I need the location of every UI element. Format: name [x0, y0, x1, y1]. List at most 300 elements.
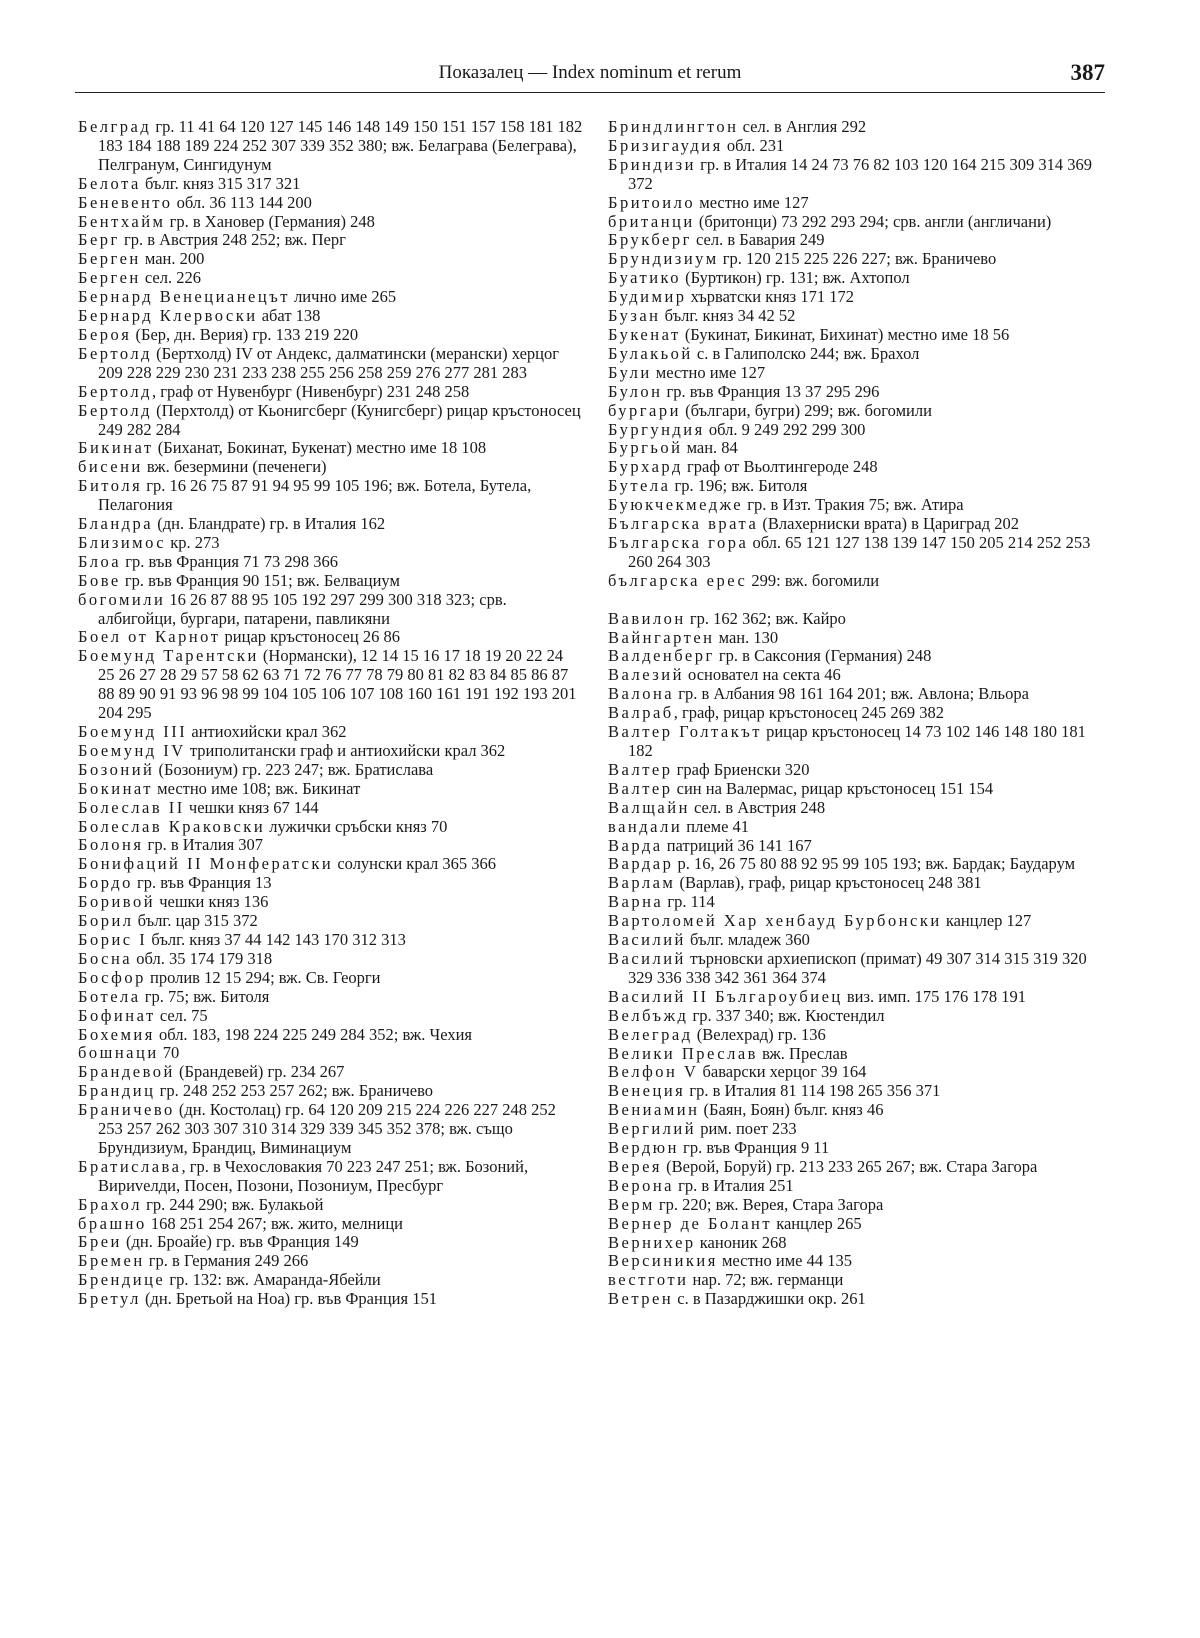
index-entry [78, 647, 583, 723]
entry-references: гр. във Франция 9 11 [678, 1138, 830, 1158]
entry-headword: Бернард Клервоски [78, 306, 258, 326]
index-entry [608, 723, 1103, 761]
entry-headword: Болеслав Краковски [78, 816, 266, 836]
index-entry [78, 836, 583, 855]
entry-references: кр. 273 [166, 532, 220, 552]
entry-references: , граф, рицар кръстоносец 245 269 382 [673, 703, 944, 723]
index-entry [608, 704, 1103, 723]
entry-headword: Бургьой [608, 438, 683, 458]
index-entry [608, 534, 1103, 572]
entry-references: бълг. княз 37 44 142 143 170 312 313 [147, 929, 406, 949]
index-entry [608, 1139, 1103, 1158]
entry-references: сел. в Англия 292 [738, 117, 867, 136]
index-entry [608, 1045, 1103, 1064]
index-entry [608, 647, 1103, 666]
entry-headword: Венеция [608, 1081, 686, 1101]
index-entry [78, 628, 583, 647]
entry-headword: Велеград [608, 1024, 693, 1044]
index-entry [78, 1082, 583, 1101]
entry-headword: Берген [78, 249, 141, 269]
index-entry [608, 666, 1103, 685]
entry-references: гр. в Италия 81 114 198 265 356 371 [685, 1081, 941, 1101]
index-entry [608, 629, 1103, 648]
entry-headword: Версиникия [608, 1251, 718, 1271]
entry-references: триполитански граф и антиохийски крал 362 [185, 740, 506, 760]
entry-references: (дн. Бретьой на Ноа) гр. във Франция 151 [140, 1289, 437, 1309]
entry-references: гр. 132: вж. Амаранда-Ябейли [165, 1270, 381, 1290]
index-entry [78, 1158, 583, 1196]
entry-references: каноник 268 [695, 1232, 787, 1252]
entry-references: чешки княз 67 144 [184, 797, 319, 817]
entry-headword: Букенат [608, 324, 681, 344]
entry-references: сел. 75 [155, 1005, 208, 1025]
entry-headword: Ботела [78, 986, 141, 1006]
index-entry [608, 912, 1103, 931]
index-column-right [608, 118, 1103, 1309]
index-entry [608, 950, 1103, 988]
index-entry [608, 269, 1103, 288]
index-entry [608, 156, 1103, 194]
entry-headword: Валона [608, 684, 675, 704]
index-entry [608, 307, 1103, 326]
entry-references: граф от Вьолтингероде 248 [682, 457, 878, 477]
entry-references: гр. в Италия 14 24 73 76 82 103 120 164 215 309 314 369 372 [628, 154, 1092, 193]
entry-references: гр. във Франция 71 73 298 366 [121, 551, 338, 571]
entry-headword: Боривой [78, 892, 156, 912]
entry-references: гр. 114 [663, 892, 715, 912]
index-entry [78, 988, 583, 1007]
entry-references: (Перхтолд) от Кьонигсберг (Кунигсберг) рицар кръстоносец 249 282 284 [98, 400, 581, 439]
entry-headword: Бурхард [608, 457, 683, 477]
index-entry [608, 1290, 1103, 1309]
index-entry [78, 855, 583, 874]
entry-headword: Бузан [608, 306, 661, 326]
entry-references: гр. 220; вж. Верея, Стара Загора [654, 1194, 884, 1214]
index-entry [608, 685, 1103, 704]
entry-headword: Валтер [608, 778, 673, 798]
index-entry [608, 364, 1103, 383]
index-entry [608, 1026, 1103, 1045]
index-entry [608, 1007, 1103, 1026]
entry-references: (Букинат, Бикинат, Бихинат) местно име 18 56 [680, 324, 1010, 344]
index-entry [608, 1120, 1103, 1139]
entry-headword: Валраб [608, 703, 674, 723]
index-entry [78, 534, 583, 553]
entry-headword: Бокинат [78, 778, 154, 798]
entry-headword: Брахол [78, 1194, 142, 1214]
entry-headword: Вардар [608, 854, 674, 874]
index-entry [78, 931, 583, 950]
index-entry [78, 383, 583, 402]
entry-references: гр. в Австрия 248 252; вж. Перг [119, 230, 346, 250]
entry-headword: Боел от Карнот [78, 627, 221, 647]
index-entry [608, 250, 1103, 269]
section-gap [608, 591, 1103, 610]
entry-references: , граф от Нувенбург (Нивенбург) 231 248 258 [152, 381, 470, 401]
entry-references: (Нормански), 12 14 15 16 17 18 19 20 22 24 25 26 27 28 29 57 58 62 63 71 72 76 77 78 79 80 81 82 83 84 85 86 87 88 89 90 91 93 96 98 99 104 105 106 107 108 160 161 191 192 193 201 204 295 [98, 646, 577, 723]
entry-references: обл. 231 [722, 135, 785, 155]
entry-headword: Валтер Голтакът [608, 722, 762, 742]
index-entry [78, 1252, 583, 1271]
entry-headword: бургари [608, 400, 681, 420]
index-entry [608, 818, 1103, 837]
index-entry [608, 137, 1103, 156]
entry-references: вж. Преслав [757, 1043, 848, 1063]
entry-headword: Велфон V [608, 1062, 699, 1082]
entry-references: , гр. в Чехословакия 70 223 247 251; вж. Бозоний, Вириvелди, Посен, Позони, Позониум, Пресбург [98, 1156, 529, 1195]
entry-references: местно име 127 [695, 192, 809, 212]
index-entry [608, 1158, 1103, 1177]
index-entry [78, 818, 583, 837]
entry-headword: Вернер де Болант [608, 1213, 773, 1233]
entry-references: гр. в Изт. Тракия 75; вж. Атира [743, 495, 964, 515]
index-entry [78, 572, 583, 591]
entry-references: (Бер, дн. Верия) гр. 133 219 220 [131, 324, 359, 344]
index-entry [608, 477, 1103, 496]
entry-references: 70 [158, 1043, 180, 1063]
entry-headword: Верона [608, 1175, 674, 1195]
entry-headword: Вартоломей Хар хенбауд Бурбонски [608, 911, 942, 931]
entry-references: граф Бриенски 320 [672, 759, 810, 779]
entry-headword: Василий [608, 948, 686, 968]
entry-references: чешки княз 136 [155, 892, 269, 912]
entry-headword: Болеслав II [78, 797, 185, 817]
index-entry [608, 515, 1103, 534]
page-number: 387 [1070, 60, 1105, 85]
entry-headword: Бриндизи [608, 154, 696, 174]
entry-headword: Белота [78, 173, 141, 193]
entry-references: гр. в Италия 307 [143, 835, 264, 855]
entry-headword: Борил [78, 911, 134, 931]
index-entry [78, 402, 583, 440]
entry-headword: Босна [78, 948, 133, 968]
entry-references: гр. във Франция 13 [132, 873, 272, 893]
index-entry [608, 439, 1103, 458]
entry-headword: Брандевой [78, 1062, 175, 1082]
entry-headword: Болоня [78, 835, 144, 855]
entry-headword: Велики Преслав [608, 1043, 758, 1063]
index-entry [608, 572, 1103, 591]
entry-headword: Брандиц [78, 1081, 156, 1101]
entry-headword: Верм [608, 1194, 655, 1214]
entry-references: виз. имп. 175 176 178 191 [842, 986, 1026, 1006]
entry-references: пролив 12 15 294; вж. Св. Георги [145, 967, 381, 987]
header-title: Показалец — Index nominum et rerum [438, 62, 742, 83]
entry-references: гр. 248 252 253 257 262; вж. Браничево [155, 1081, 434, 1101]
index-entry [608, 326, 1103, 345]
index-entry [78, 231, 583, 250]
entry-headword: Бремен [78, 1251, 145, 1271]
index-entry [78, 250, 583, 269]
index-entry [78, 742, 583, 761]
index-entry [608, 194, 1103, 213]
entry-headword: Булакьой [608, 343, 693, 363]
entry-references: 16 26 87 88 95 105 192 297 299 300 318 323; срв. албигойци, бургари, патарени, павликяни [98, 589, 507, 628]
index-entry [608, 231, 1103, 250]
entry-references: обл. 36 113 144 200 [172, 192, 312, 212]
index-entry [608, 1215, 1103, 1234]
entry-headword: Ветрен [608, 1289, 674, 1309]
entry-headword: Берг [78, 230, 120, 250]
entry-headword: Бритоило [608, 192, 696, 212]
index-entry [78, 345, 583, 383]
entry-headword: Вергилий [608, 1119, 697, 1139]
index-entry [78, 591, 583, 629]
entry-references: гр. 337 340; вж. Кюстендил [688, 1005, 885, 1025]
entry-headword: Валезий [608, 665, 684, 685]
entry-references: (българи, бугри) 299; вж. богомили [680, 400, 932, 420]
entry-headword: вестготи [608, 1270, 689, 1290]
entry-references: гр. в Германия 249 266 [144, 1251, 309, 1271]
index-entry [78, 118, 583, 175]
entry-headword: Вердюн [608, 1138, 679, 1158]
index-entry [78, 761, 583, 780]
index-entry [78, 969, 583, 988]
index-entry [78, 1271, 583, 1290]
index-entry [608, 1063, 1103, 1082]
entry-references: ман. 84 [682, 438, 738, 458]
entry-references: бълг. княз 315 317 321 [140, 173, 301, 193]
entry-headword: Брукберг [608, 230, 692, 250]
entry-headword: Боемунд Тарентски [78, 646, 259, 666]
entry-references: ман. 200 [140, 249, 205, 269]
entry-references: сел. 226 [140, 268, 201, 288]
index-entry [608, 988, 1103, 1007]
entry-headword: Бургундия [608, 419, 705, 439]
index-entry [78, 439, 583, 458]
entry-headword: Братислава [78, 1156, 182, 1176]
index-entry [608, 1271, 1103, 1290]
index-entry [608, 383, 1103, 402]
entry-references: (Брандевей) гр. 234 267 [174, 1062, 345, 1082]
index-entry [78, 1007, 583, 1026]
index-entry [78, 1101, 583, 1158]
index-entry [608, 1252, 1103, 1271]
entry-references: (Велехрад) гр. 136 [692, 1024, 826, 1044]
index-entry [78, 194, 583, 213]
entry-headword: Беневенто [78, 192, 173, 212]
entry-headword: бисени [78, 457, 143, 477]
entry-references: гр. във Франция 13 37 295 296 [662, 381, 880, 401]
index-entry [608, 458, 1103, 477]
entry-headword: Бикинат [78, 438, 154, 458]
index-entry [608, 1234, 1103, 1253]
index-entry [608, 893, 1103, 912]
entry-headword: вандали [608, 816, 683, 836]
entry-references: с. в Галиполско 244; вж. Брахол [692, 343, 920, 363]
entry-headword: Варда [608, 835, 663, 855]
entry-references: бълг. цар 315 372 [133, 911, 258, 931]
entry-references: (дн. Бландрате) гр. в Италия 162 [153, 514, 386, 534]
entry-references: р. 16, 26 75 80 88 92 95 99 105 193; вж. Бардак; Баударум [673, 854, 1076, 874]
entry-references: лужички сръбски княз 70 [265, 816, 448, 836]
index-entry [608, 1101, 1103, 1120]
entry-references: обл. 35 174 179 318 [132, 948, 273, 968]
entry-headword: Бордо [78, 873, 133, 893]
entry-headword: Брундизиум [608, 249, 719, 269]
index-entry [78, 269, 583, 288]
index-entry [78, 912, 583, 931]
entry-references: (Бертхолд) IV от Андекс, далматински (мерански) херцог 209 228 229 230 231 233 238 255 256 258 259 276 277 281 283 [98, 343, 560, 382]
entry-references: гр. 75; вж. Битоля [140, 986, 270, 1006]
index-entry [78, 1290, 583, 1309]
entry-references: обл. 9 249 292 299 300 [704, 419, 866, 439]
entry-references: гр. в Италия 251 [673, 1175, 794, 1195]
index-entry [608, 421, 1103, 440]
entry-references: (дн. Костолац) гр. 64 120 209 215 224 226 227 248 252 253 257 262 303 307 310 314 329 339 345 352 378; вж. също Брундизиум, Брандиц, Виминациум [98, 1100, 556, 1157]
entry-headword: Валщайн [608, 797, 690, 817]
index-entry [78, 780, 583, 799]
entry-headword: Будимир [608, 287, 687, 307]
entry-headword: Варлам [608, 873, 676, 893]
entry-headword: Босфор [78, 967, 146, 987]
entry-references: обл. 65 121 127 138 139 147 150 205 214 252 253 260 264 303 [628, 532, 1091, 571]
entry-references: (Биханат, Бокинат, Букенат) местно име 18 108 [153, 438, 487, 458]
entry-references: вж. безермини (печенеги) [142, 457, 327, 477]
entry-references: гр. 244 290; вж. Булакьой [141, 1194, 324, 1214]
index-entry [608, 837, 1103, 856]
entry-headword: Були [608, 362, 652, 382]
entry-references: лично име 265 [289, 287, 397, 307]
entry-references: основател на секта 46 [683, 665, 841, 685]
index-entry [78, 799, 583, 818]
entry-references: гр. 196; вж. Битоля [670, 476, 808, 496]
entry-references: рим. поет 233 [696, 1119, 797, 1139]
entry-references: племе 41 [682, 816, 750, 836]
index-entry [78, 1196, 583, 1215]
entry-references: с. в Пазарджишки окр. 261 [673, 1289, 866, 1309]
index-entry [78, 1215, 583, 1234]
entry-references: 168 251 254 267; вж. жито, мелници [146, 1213, 403, 1233]
entry-headword: Берген [78, 268, 141, 288]
entry-headword: Буюкчекмедже [608, 495, 744, 515]
index-entry [608, 761, 1103, 780]
entry-headword: Бохемия [78, 1024, 155, 1044]
entry-headword: Василий [608, 930, 686, 950]
entry-headword: Бризигаудия [608, 135, 723, 155]
entry-references: гр. 11 41 64 120 127 145 146 148 149 150 151 157 158 181 182 183 184 188 189 224 252 307 339 352 380; вж. Белаграва (Белеграва), Пелгранум, Сингидунум [98, 117, 583, 174]
entry-headword: Бозоний [78, 759, 155, 779]
entry-references: канцлер 265 [772, 1213, 862, 1233]
index-entry [608, 610, 1103, 629]
index-entry [608, 931, 1103, 950]
entry-references: (Верой, Боруй) гр. 213 233 265 267; вж. Стара Загора [662, 1156, 1038, 1176]
entry-headword: брашно [78, 1213, 147, 1233]
entry-references: гр. 16 26 75 87 91 94 95 99 105 196; вж. Ботела, Бутела, Пелагония [98, 476, 532, 515]
entry-headword: Брендице [78, 1270, 166, 1290]
index-entry [608, 780, 1103, 799]
entry-references: (Варлав), граф, рицар кръстоносец 248 381 [675, 873, 982, 893]
entry-references: ман. 130 [714, 627, 779, 647]
index-entry [78, 950, 583, 969]
entry-references: хърватски княз 171 172 [686, 287, 854, 307]
entry-references: местно име 44 135 [717, 1251, 852, 1271]
index-entry [608, 1082, 1103, 1101]
index-entry [608, 855, 1103, 874]
entry-references: 299: вж. богомили [747, 570, 880, 590]
entry-references: нар. 72; вж. германци [688, 1270, 844, 1290]
entry-headword: Бентхайм [78, 211, 166, 231]
entry-headword: Верея [608, 1156, 662, 1176]
entry-headword: Бертолд [78, 343, 152, 363]
entry-headword: Бернард Венецианецът [78, 287, 290, 307]
index-column-left [78, 118, 583, 1309]
index-entry [78, 175, 583, 194]
entry-headword: Бертолд [78, 400, 152, 420]
entry-references: син на Валермас, рицар кръстоносец 151 154 [672, 778, 994, 798]
entry-headword: Битоля [78, 476, 143, 496]
running-header [75, 62, 1105, 93]
entry-references: гр. 120 215 225 226 227; вж. Браничево [718, 249, 997, 269]
entry-headword: бошнаци [78, 1043, 159, 1063]
entry-headword: британци [608, 211, 695, 231]
index-entry [78, 553, 583, 572]
entry-references: бълг. княз 34 42 52 [660, 306, 796, 326]
entry-headword: Бонифаций II Монфератски [78, 854, 334, 874]
entry-references: (Бозониум) гр. 223 247; вж. Братислава [154, 759, 434, 779]
entry-headword: Вайнгартен [608, 627, 715, 647]
index-entry [608, 213, 1103, 232]
index-entry [78, 458, 583, 477]
entry-headword: Вернихер [608, 1232, 696, 1252]
entry-references: (дн. Броайе) гр. във Франция 149 [121, 1232, 359, 1252]
entry-headword: Браничево [78, 1100, 175, 1120]
entry-headword: Бретул [78, 1289, 141, 1309]
entry-headword: Боемунд III [78, 722, 188, 741]
entry-references: (Влахерниски врата) в Цариград 202 [758, 514, 1019, 534]
index-entry [78, 874, 583, 893]
index-entry [78, 288, 583, 307]
index-entry [608, 799, 1103, 818]
entry-headword: Борис I [78, 929, 148, 949]
entry-references: (Баян, Боян) бълг. княз 46 [699, 1100, 884, 1120]
entry-headword: Близимос [78, 532, 167, 552]
entry-headword: Булон [608, 381, 663, 401]
entry-references: рицар кръстоносец 14 73 102 146 148 180 181 182 [628, 722, 1086, 760]
index-entry [608, 496, 1103, 515]
index-entry [78, 326, 583, 345]
index-entry [608, 1196, 1103, 1215]
entry-headword: Бове [78, 570, 121, 590]
index-entry [78, 1063, 583, 1082]
entry-headword: Буатико [608, 268, 681, 288]
index-entry [78, 477, 583, 515]
index-entry [78, 515, 583, 534]
entry-references: гр. в Саксония (Германия) 248 [714, 646, 932, 666]
entry-headword: Блоа [78, 551, 122, 571]
entry-references: рицар кръстоносец 26 86 [220, 627, 400, 647]
index-entry [608, 345, 1103, 364]
entry-references: обл. 183, 198 224 225 249 284 352; вж. Чехия [154, 1024, 472, 1044]
entry-headword: Белград [78, 117, 152, 136]
entry-references: солунски крал 365 366 [333, 854, 497, 874]
entry-references: абат 138 [257, 306, 321, 326]
entry-headword: Бофинат [78, 1005, 156, 1025]
entry-headword: Бландра [78, 514, 154, 534]
entry-references: сел. в Бавария 249 [691, 230, 825, 250]
entry-headword: Българска врата [608, 514, 759, 534]
index-entry [78, 723, 583, 742]
entry-references: местно име 108; вж. Бикинат [153, 778, 361, 798]
entry-headword: Бутела [608, 476, 671, 496]
entry-references: канцлер 127 [941, 911, 1032, 931]
entry-headword: Българска гора [608, 532, 749, 552]
entry-headword: Боемунд IV [78, 740, 186, 760]
entry-references: сел. в Австрия 248 [689, 797, 826, 817]
index-entry [78, 893, 583, 912]
entry-references: (бритонци) 73 292 293 294; срв. англи (англичани) [694, 211, 1052, 231]
index-entry [608, 1177, 1103, 1196]
